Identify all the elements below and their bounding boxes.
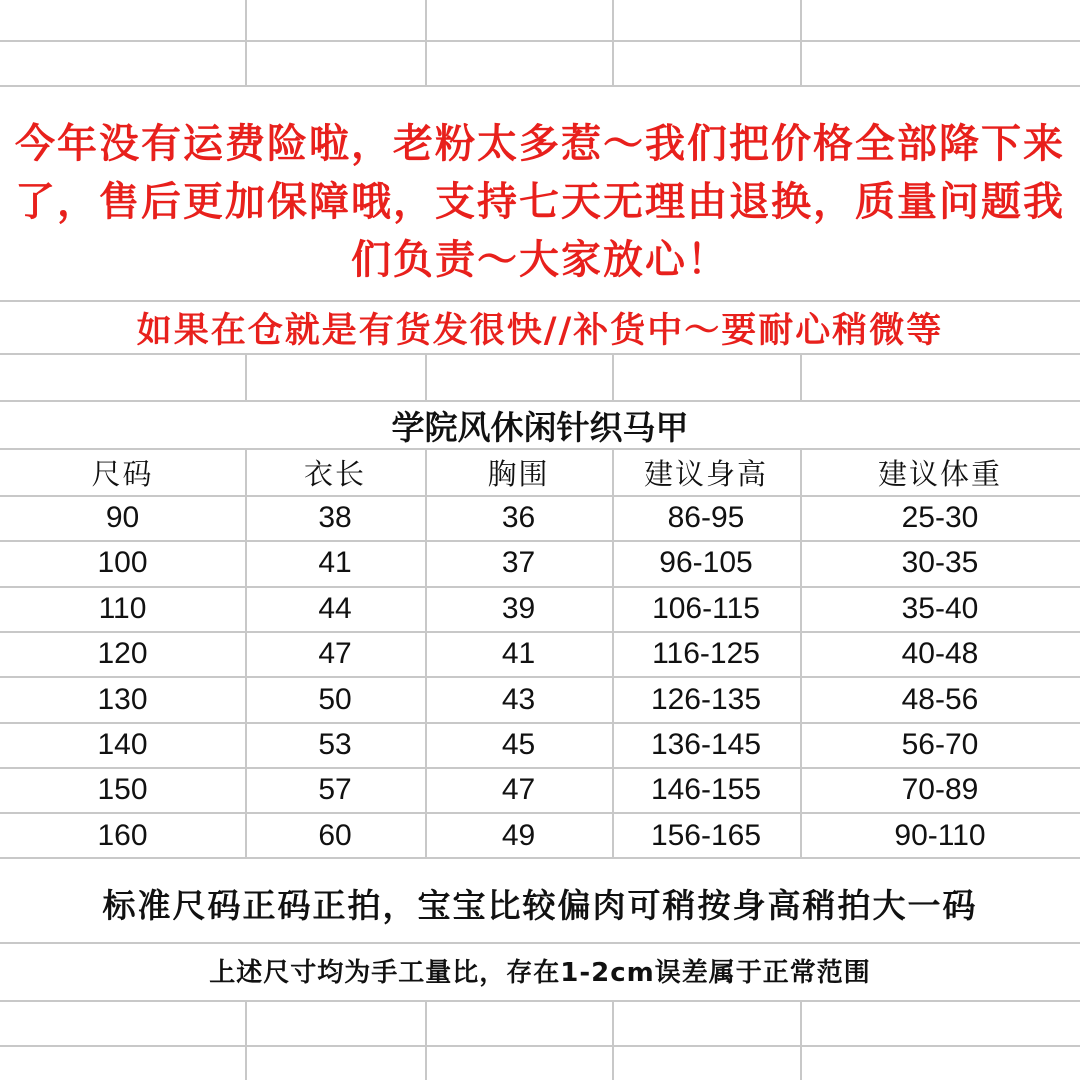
cell-height: 96-105	[659, 546, 753, 580]
grid-col-line	[425, 1000, 427, 1080]
cell-weight: 25-30	[901, 501, 979, 535]
header-weight: 建议体重	[877, 457, 1002, 492]
cell-weight: 35-40	[901, 591, 979, 625]
grid-row-line	[0, 1045, 1080, 1047]
table-row	[0, 768, 1080, 813]
cell-weight: 40-48	[901, 637, 979, 671]
cell-height: 126-135	[650, 682, 762, 716]
table-row	[0, 541, 1080, 586]
grid-row-line	[0, 942, 1080, 944]
cell-length: 57	[318, 773, 352, 807]
cell-chest: 47	[501, 773, 536, 807]
cell-height: 146-155	[650, 773, 762, 807]
cell-length: 38	[318, 501, 352, 535]
cell-weight: 30-35	[901, 546, 979, 580]
cell-length: 47	[318, 637, 352, 671]
grid-col-line	[612, 353, 614, 400]
cell-length: 44	[318, 591, 352, 625]
table-row	[0, 677, 1080, 722]
cell-height: 136-145	[650, 728, 762, 762]
grid-col-line	[800, 353, 802, 400]
grid-row-line	[0, 40, 1080, 42]
header-length: 衣长	[303, 457, 366, 492]
grid-col-line	[612, 0, 614, 85]
cell-chest: 41	[501, 637, 536, 671]
grid-col-line	[425, 0, 427, 85]
cell-height: 106-115	[652, 591, 760, 625]
table-row	[0, 495, 1080, 540]
cell-length: 60	[318, 818, 352, 852]
cell-chest: 37	[501, 546, 536, 580]
cell-length: 50	[318, 682, 352, 716]
cell-chest: 39	[501, 591, 536, 625]
header-chest: 胸围	[487, 457, 550, 492]
grid-row-line	[0, 400, 1080, 402]
cell-size: 140	[97, 728, 148, 762]
cell-size: 130	[97, 682, 148, 716]
grid-col-line	[800, 1000, 802, 1080]
grid-col-line	[800, 0, 802, 85]
header-size: 尺码	[91, 457, 154, 492]
cell-chest: 36	[501, 501, 536, 535]
table-header-row	[0, 450, 1080, 495]
cell-weight: 90-110	[894, 818, 986, 852]
grid-col-line	[245, 0, 247, 85]
measurement-disclaimer: 上述尺寸均为手工量比，存在1-2cm误差属于正常范围	[209, 958, 871, 988]
cell-size: 150	[97, 773, 148, 807]
cell-size: 110	[98, 591, 147, 625]
table-row	[0, 586, 1080, 631]
cell-weight: 48-56	[901, 682, 979, 716]
cell-size: 120	[97, 637, 148, 671]
table-row	[0, 632, 1080, 677]
table-row	[0, 813, 1080, 858]
cell-length: 41	[318, 546, 352, 580]
cell-chest: 45	[501, 728, 536, 762]
size-chart-table	[0, 450, 1080, 859]
grid-row-line	[0, 300, 1080, 302]
stock-notice: 如果在仓就是有货发很快//补货中～要耐心稍微等	[136, 310, 944, 351]
grid-row-line	[0, 85, 1080, 87]
grid-col-line	[612, 1000, 614, 1080]
shipping-notice: 今年没有运费险啦，老粉太多惹～我们把价格全部降下来了，售后更加保障哦，支持七天无理由退换，质量问题我们负责～大家放心！	[15, 120, 1065, 283]
cell-height: 116-125	[652, 637, 760, 671]
cell-weight: 56-70	[901, 728, 979, 762]
cell-size: 90	[105, 501, 140, 535]
grid-col-line	[245, 1000, 247, 1080]
cell-chest: 43	[501, 682, 536, 716]
cell-chest: 49	[501, 818, 536, 852]
grid-row-line	[0, 1000, 1080, 1002]
header-height: 建议身高	[643, 457, 768, 492]
grid-col-line	[245, 353, 247, 400]
cell-weight: 70-89	[901, 773, 979, 807]
sizing-advice: 标准尺码正码正拍，宝宝比较偏肉可稍按身高稍拍大一码	[102, 886, 978, 925]
product-title: 学院风休闲针织马甲	[391, 408, 689, 447]
table-row	[0, 722, 1080, 767]
cell-size: 160	[97, 818, 148, 852]
cell-height: 86-95	[667, 501, 745, 535]
cell-length: 53	[318, 728, 352, 762]
cell-size: 100	[97, 546, 148, 580]
cell-height: 156-165	[650, 818, 762, 852]
grid-col-line	[425, 353, 427, 400]
